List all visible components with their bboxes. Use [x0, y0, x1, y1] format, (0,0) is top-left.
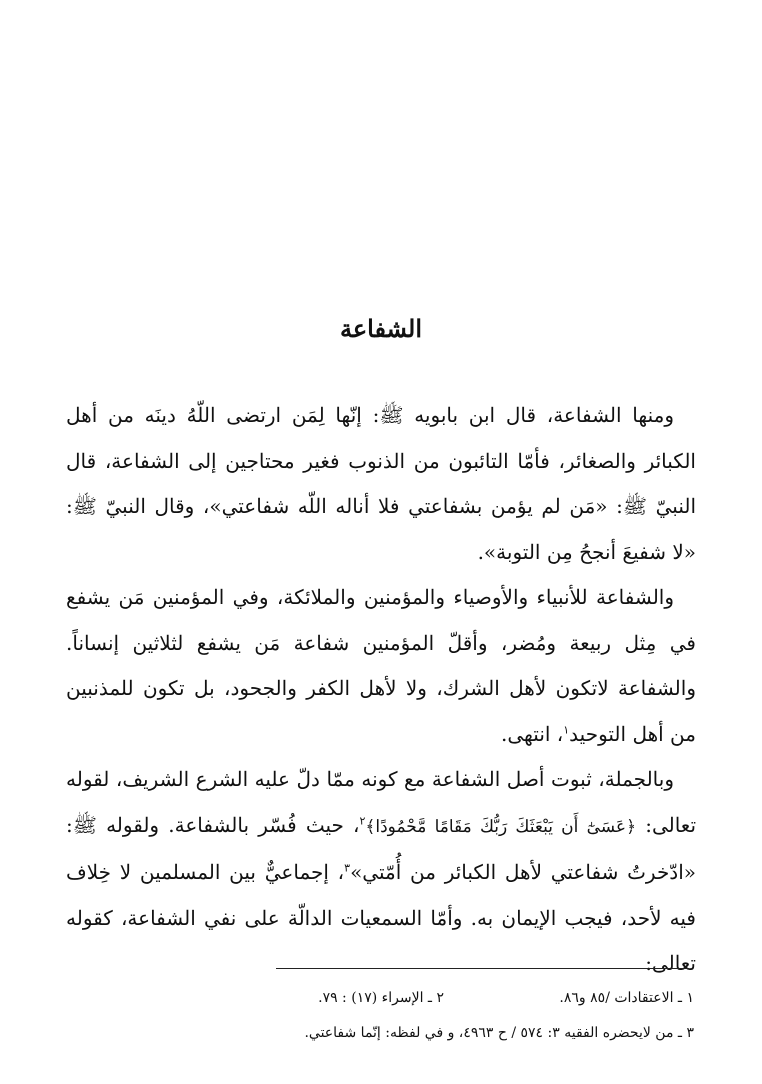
footnote-ref-2: ٢ — [359, 813, 366, 827]
quran-verse: ﴿عَسَىٰٓ أَن يَبْعَثَكَ رَبُّكَ مَقَامًا مَّحْمُودًا﴾ — [365, 816, 637, 837]
footnote-1: ١ ـ الاعتقادات /٨٥ و٨٦. — [559, 990, 694, 1006]
paragraph-3-part-1: وبالجملة، ثبوت أصل الشفاعة مع كونه ممّا دلّ عليه الشرع الشريف، لقوله تعالى: — [66, 767, 697, 837]
footnotes — [100, 985, 694, 1055]
paragraph-3 — [66, 757, 696, 987]
paragraph-1 — [66, 393, 696, 575]
paragraph-1-text: ومنها الشفاعة، قال ابن بابويه ﷺ: إنّها لِمَن ارتضى اللّهُ دينَه من أهل الكبائر والصغائر، فأمّا التائبون من الذنوب فغير محتاجين إلى الشفاعة، قال النبيّ ﷺ: «مَن لم يؤمن بشفاعتي فلا أناله اللّه شفاعتي»، وقال النبيّ ﷺ: «لا شفيعَ أنجحُ مِن التوبة». — [66, 403, 696, 564]
footnote-ref-3: ٣ — [344, 861, 351, 875]
footnote-3: ٣ ـ من لايحضره الفقيه ٣: ٥٧٤ / ح ٤٩٦٣، و في لفظه: إنّما شفاعتي. — [304, 1025, 694, 1041]
footnote-row-2 — [100, 1020, 694, 1046]
footnote-2: ٢ ـ الإسراء (١٧) : ٧٩. — [318, 990, 444, 1006]
paragraph-2-text: والشفاعة للأنبياء والأوصياء والمؤمنين والملائكة، وفي المؤمنين مَن يشفع في مِثل ربيعة ومُضر، وأقلّ المؤمنين شفاعة مَن يشفع لثلاثين إنساناً. والشفاعة لاتكون لأهل الشرك، ولا لأهل الكفر والجحود، بل تكون للمذنبين من أهل التوحيد — [66, 585, 696, 746]
main-text — [66, 393, 696, 987]
paragraph-2-tail: ، انتهى. — [501, 721, 564, 746]
paragraph-2 — [66, 575, 696, 757]
page-title: الشفاعة — [339, 314, 423, 343]
footnote-row-1 — [100, 985, 694, 1011]
paragraph-3-part-2: ، حيث فُسّر بالشفاعة. ولقوله ﷺ: «ادّخرتُ شفاعتي لأهل الكبائر من أُمّتي» — [66, 812, 697, 884]
footnote-ref-1: ١ — [563, 722, 570, 736]
footnote-divider — [276, 968, 688, 969]
paragraph-3-part-3: ، إجماعيٌّ بين المسلمين لا خِلاف فيه لأحد، فيجب الإيمان به. وأمّا السمعيات الدالّة على نفي الشفاعة، كقوله تعالى: — [66, 860, 696, 975]
